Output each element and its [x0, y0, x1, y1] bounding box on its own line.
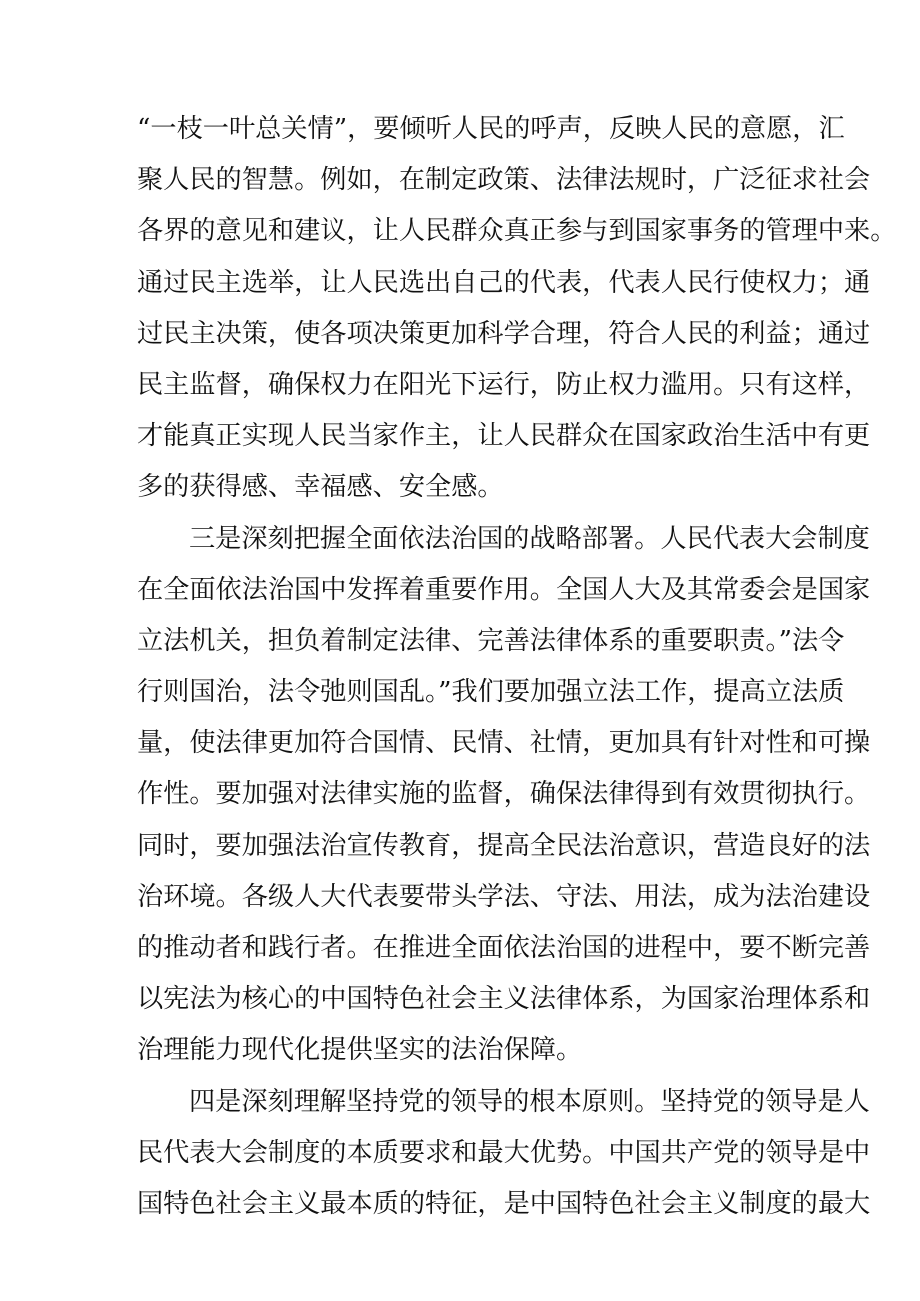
paragraph-start-line: 三是深刻把握全面依法治国的战略部署。人民代表大会制度: [189, 523, 870, 554]
text-line: 通过民主选举，让人民选出自己的代表，代表人民行使权力；通: [137, 267, 871, 298]
text-line: 民主监督，确保权力在阳光下运行，防止权力滥用。只有这样，: [137, 369, 871, 400]
text-line: 各界的意见和建议，让人民群众真正参与到国家事务的管理中来。: [137, 216, 897, 247]
text-line: 聚人民的智慧。例如，在制定政策、法律法规时，广泛征求社会: [137, 165, 871, 196]
text-line: 立法机关，担负着制定法律、完善法律体系的重要职责。”法令: [137, 625, 845, 656]
text-line: “一枝一叶总关情”，要倾听人民的呼声，反映人民的意愿，汇: [137, 114, 845, 144]
text-line: 同时，要加强法治宣传教育，提高全民法治意识，营造良好的法: [137, 830, 871, 861]
text-line: 以宪法为核心的中国特色社会主义法律体系，为国家治理体系和: [137, 984, 871, 1015]
text-line: 的推动者和践行者。在推进全面依法治国的进程中，要不断完善: [137, 933, 871, 963]
body-text: [137, 104, 897, 1230]
text-line: 治环境。各级人大代表要带头学法、守法、用法，成为法治建设: [137, 881, 871, 912]
paragraph-start-line: 四是深刻理解坚持党的领导的根本原则。坚持党的领导是人: [189, 1086, 870, 1117]
text-line: 治理能力现代化提供坚实的法治保障。: [137, 1035, 583, 1066]
text-line: 多的获得感、幸福感、安全感。: [137, 472, 504, 503]
text-line: 行则国治，法令弛则国乱。”我们要加强立法工作，提高立法质: [137, 677, 845, 708]
text-line: 民代表大会制度的本质要求和最大优势。中国共产党的领导是中: [137, 1137, 871, 1168]
text-line: 在全面依法治国中发挥着重要作用。全国人大及其常委会是国家: [137, 574, 871, 605]
text-line: 过民主决策，使各项决策更加科学合理，符合人民的利益；通过: [137, 318, 871, 349]
text-line: 才能真正实现人民当家作主，让人民群众在国家政治生活中有更: [137, 421, 871, 452]
text-line: 国特色社会主义最本质的特征，是中国特色社会主义制度的最大: [137, 1188, 871, 1219]
text-line: 量，使法律更加符合国情、民情、社情，更加具有针对性和可操: [137, 728, 871, 759]
text-line: 作性。要加强对法律实施的监督，确保法律得到有效贯彻执行。: [137, 779, 871, 810]
